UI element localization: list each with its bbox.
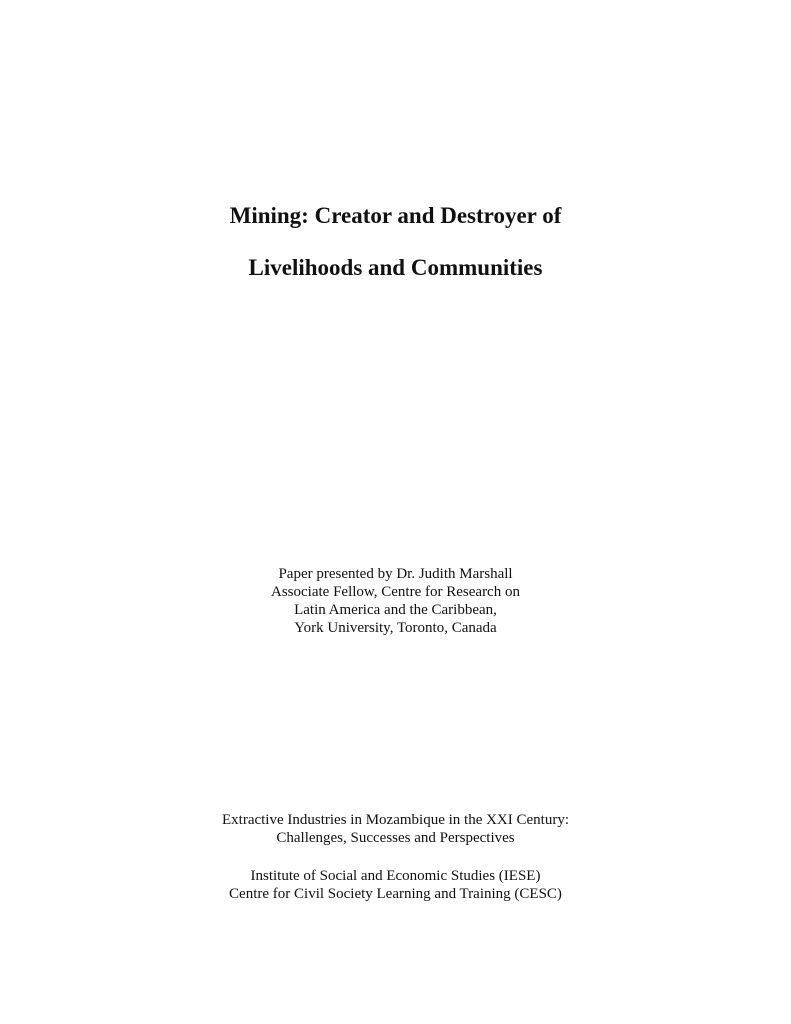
presenter-line: Paper presented by Dr. Judith Marshall xyxy=(278,566,513,582)
organizer-cesc: Centre for Civil Society Learning and Training (CESC) xyxy=(229,886,562,902)
affiliation-line-2: Latin America and the Caribbean, xyxy=(294,602,497,618)
title-line-1: Mining: Creator and Destroyer of xyxy=(229,203,562,228)
affiliation-line-1: Associate Fellow, Centre for Research on xyxy=(271,584,520,600)
affiliation-line-3: York University, Toronto, Canada xyxy=(294,620,497,636)
organizers-block xyxy=(0,867,791,903)
title-line-2: Livelihoods and Communities xyxy=(248,255,543,280)
event-title-line-2: Challenges, Successes and Perspectives xyxy=(276,830,515,846)
event-title-line-1: Extractive Industries in Mozambique in the XXI Century: xyxy=(222,812,569,828)
organizer-iese: Institute of Social and Economic Studies (IESE) xyxy=(250,868,541,884)
event-block xyxy=(0,811,791,847)
author-block xyxy=(0,565,791,637)
title-block xyxy=(0,203,791,281)
